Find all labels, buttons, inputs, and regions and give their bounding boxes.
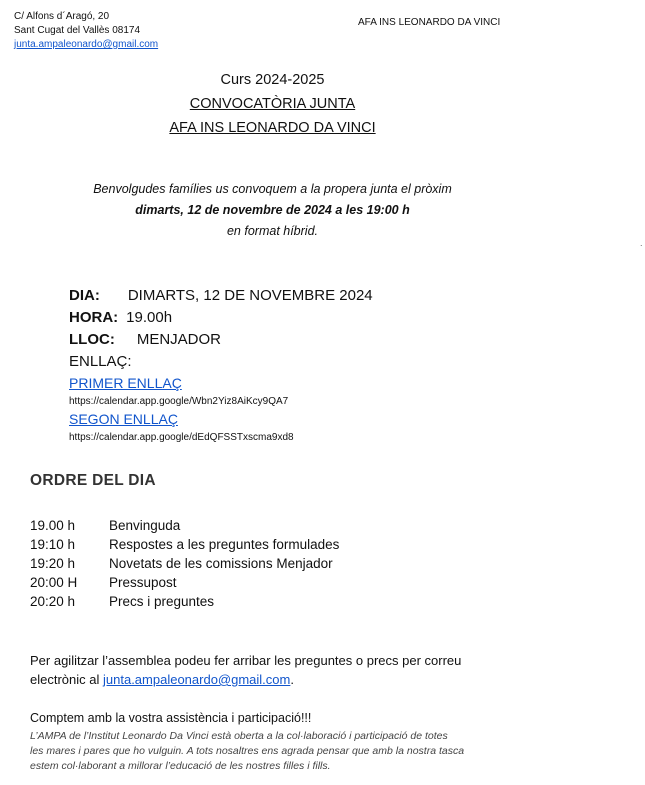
questions-paragraph (30, 651, 630, 689)
course-year: Curs 2024-2025 (220, 72, 325, 88)
header-email-link[interactable]: junta.ampaleonardo@gmail.com (14, 39, 159, 50)
organization-title: AFA INS LEONARDO DA VINCI (169, 120, 376, 136)
intro-line-1: Benvolgudes famílies us convoquem a la propera junta el pròxim (93, 182, 452, 196)
footer-line-1: L’AMPA de l’Institut Leonardo Da Vinci està oberta a la col·laboració i participació de totes (30, 730, 448, 742)
agenda-time: 20:00 H (30, 575, 78, 590)
agenda-item (30, 575, 177, 590)
time-value: 19.00h (126, 309, 173, 326)
agenda-item (30, 537, 339, 552)
address-line-1: C/ Alfons d´Aragó, 20 (14, 11, 110, 22)
intro-line-3: en format híbrid. (226, 224, 318, 238)
first-link[interactable]: PRIMER ENLLAÇ (69, 375, 182, 391)
questions-line-1: Per agilitzar l’assemblea podeu fer arribar les preguntes o precs per correu (30, 653, 462, 668)
sender-address (14, 10, 158, 52)
time-row (69, 309, 172, 326)
place-row (69, 331, 221, 348)
agenda-text: Precs i preguntes (109, 594, 215, 609)
agenda-heading: ORDRE DEL DIA (30, 472, 156, 489)
first-link-url: https://calendar.app.google/Wbn2Yiz8AiKcy9QA7 (69, 396, 289, 407)
agenda-text: Benvinguda (109, 518, 181, 533)
place-value: MENJADOR (136, 331, 221, 348)
agenda-time: 19:20 h (30, 556, 76, 571)
time-label: HORA: (69, 309, 119, 326)
footer-line-3: estem col·laborant a millorar l’educació de les nostres filles i fills. (30, 760, 331, 772)
thanks-line: Comptem amb la vostra assistència i participació!!! (30, 711, 312, 725)
questions-line-2-prefix: electrònic al (30, 672, 100, 687)
footer-line-2: les mares i pares que ho vulguin. A tots nosaltres ens agrada pensar que amb la nostra tasca (30, 745, 465, 757)
agenda-time: 20:20 h (30, 594, 76, 609)
day-label: DIA: (69, 287, 100, 304)
place-label: LLOC: (69, 331, 115, 348)
intro-meeting-date: dimarts, 12 de novembre de 2024 a les 19:00 h (135, 203, 410, 217)
agenda-item (30, 594, 214, 609)
agenda-text: Respostes a les preguntes formulades (109, 537, 340, 552)
agenda-item (30, 518, 180, 533)
agenda-item (30, 556, 333, 571)
agenda-time: 19:10 h (30, 537, 76, 552)
header-organization: AFA INS LEONARDO DA VINCI (358, 17, 501, 28)
convocation-title: CONVOCATÒRIA JUNTA (189, 96, 356, 112)
agenda-text: Novetats de les comissions Menjador (109, 556, 333, 571)
agenda-text: Pressupost (109, 575, 177, 590)
address-line-2: Sant Cugat del Vallès 08174 (14, 25, 141, 36)
agenda-time: 19.00 h (30, 518, 76, 533)
closing-email-link[interactable]: junta.ampaleonardo@gmail.com (103, 672, 291, 687)
link-label: ENLLAÇ: (69, 353, 132, 370)
second-link[interactable]: SEGON ENLLAÇ (69, 411, 178, 427)
questions-period: . (290, 672, 294, 687)
day-value: DIMARTS, 12 DE NOVEMBRE 2024 (127, 287, 373, 304)
stray-dot: . (640, 238, 643, 248)
second-link-url: https://calendar.app.google/dEdQFSSTxscma9xd8 (69, 432, 294, 443)
footer-note (30, 729, 520, 774)
day-row (69, 287, 373, 304)
